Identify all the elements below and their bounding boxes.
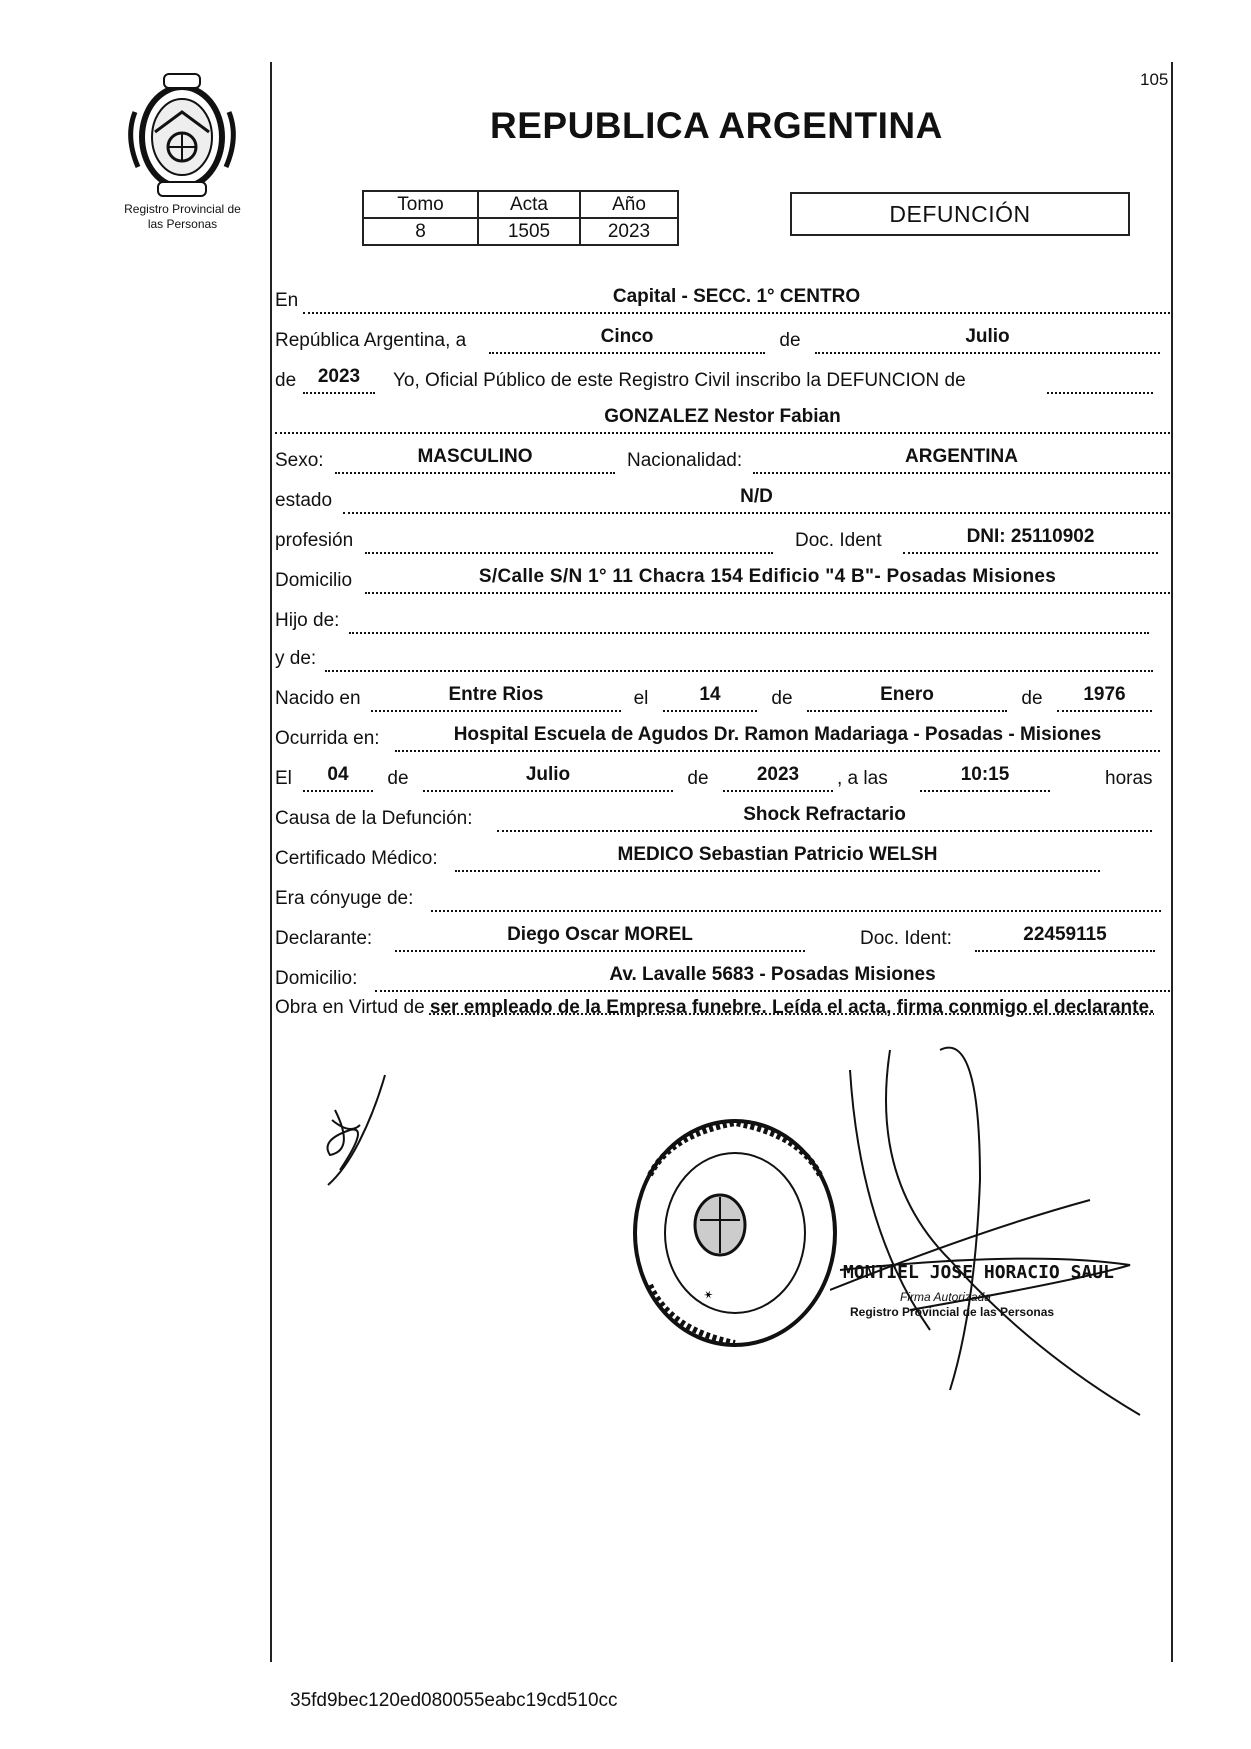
document-title: REPUBLICA ARGENTINA xyxy=(490,105,943,146)
row-estado: estado N/D xyxy=(275,478,1170,518)
def-anio-value: 2023 xyxy=(756,764,800,785)
estado-value: N/D xyxy=(740,486,773,507)
nac-dia-value: 14 xyxy=(699,684,721,705)
acta-header: Acta xyxy=(478,191,580,218)
def-mes-value: Julio xyxy=(525,764,571,785)
row-en: En Capital - SECC. 1° CENTRO xyxy=(275,278,1170,318)
provincia-misiones-emblem xyxy=(120,72,245,202)
anio-inscripcion: 2023 xyxy=(317,366,361,387)
official-seal xyxy=(630,1115,840,1350)
row-fecha: República Argentina, a Cinco de Julio xyxy=(275,318,1170,358)
tomo-value: 8 xyxy=(363,218,478,245)
nac-mes-value: Enero xyxy=(880,684,934,705)
officer-org: Registro Provincial de las Personas xyxy=(850,1305,1055,1319)
officer-role: Firma Autorizada xyxy=(900,1290,991,1304)
row-fecha-defuncion: El 04 de Julio de 2023 , a las 10:15 horas xyxy=(275,756,1170,796)
declarante-signature xyxy=(320,1070,400,1190)
def-dia-value: 04 xyxy=(327,764,349,785)
row-certificado: Certificado Médico: MEDICO Sebastian Patricio WELSH xyxy=(275,836,1170,876)
row-yde: y de: xyxy=(275,636,1170,676)
certificado-value: MEDICO Sebastian Patricio WELSH xyxy=(617,844,938,865)
row-inscribo: de 2023 Yo, Oficial Público de este Registro Civil inscribo la DEFUNCION de xyxy=(275,358,1170,398)
page-number: 105 xyxy=(1140,70,1169,89)
row-sexo: Sexo: MASCULINO Nacionalidad: ARGENTINA xyxy=(275,438,1170,478)
declarante-doc-value: 22459115 xyxy=(1023,924,1107,945)
acta-value: 1505 xyxy=(478,218,580,245)
fallecido-nombre: GONZALEZ Nestor Fabian xyxy=(604,406,841,427)
document-hash: 35fd9bec120ed080055eabc19cd510cc xyxy=(290,1690,618,1711)
left-border-line xyxy=(270,62,272,1662)
declarante-domicilio-value: Av. Lavalle 5683 - Posadas Misiones xyxy=(609,964,936,985)
nac-anio-value: 1976 xyxy=(1083,684,1126,705)
obra-value: ser empleado de la Empresa funebre. Leída el acta, firma conmigo el declarante. xyxy=(429,997,1155,1018)
mes-value: Julio xyxy=(965,326,1010,347)
row-nombre xyxy=(275,398,1170,438)
domicilio-value: S/Calle S/N 1° 11 Chacra 154 Edificio "4 B"- Posadas Misiones xyxy=(478,566,1057,587)
officer-name: MONTIEL JOSE HORACIO SAUL xyxy=(843,1262,1114,1283)
right-border-line xyxy=(1171,62,1173,1662)
row-causa: Causa de la Defunción: Shock Refractario xyxy=(275,796,1170,836)
dni-value: DNI: 25110902 xyxy=(966,526,1095,547)
lugar-value: Capital - SECC. 1° CENTRO xyxy=(612,286,861,307)
hora-value: 10:15 xyxy=(960,764,1010,785)
declarante-value: Diego Oscar MOREL xyxy=(507,924,693,945)
row-profesion: profesión Doc. Ident DNI: 25110902 xyxy=(275,518,1170,558)
row-domicilio: Domicilio S/Calle S/N 1° 11 Chacra 154 Edificio "4 B"- Posadas Misiones xyxy=(275,558,1170,598)
svg-text:✶: ✶ xyxy=(700,1286,716,1304)
row-ocurrida: Ocurrida en: Hospital Escuela de Agudos Dr. Ramon Madariaga - Posadas - Misiones xyxy=(275,716,1170,756)
row-nacido: Nacido en Entre Rios el 14 de Enero de 1976 xyxy=(275,676,1170,716)
obra-paragraph: Obra en Virtud de ser empleado de la Empresa funebre. Leída el acta, firma conmigo el declarante. xyxy=(275,997,1155,1018)
nacido-en-value: Entre Rios xyxy=(448,684,544,705)
row-declarante: Declarante: Diego Oscar MOREL Doc. Ident: 22459115 xyxy=(275,916,1170,956)
row-hijo: Hijo de: xyxy=(275,598,1170,638)
tomo-header: Tomo xyxy=(363,191,478,218)
record-table xyxy=(362,190,679,246)
causa-value: Shock Refractario xyxy=(743,804,906,825)
nacionalidad-value: ARGENTINA xyxy=(905,446,1018,467)
row-domicilio-declarante: Domicilio: Av. Lavalle 5683 - Posadas Misiones xyxy=(275,956,1170,996)
row-conyuge: Era cónyuge de: xyxy=(275,876,1170,916)
anio-value: 2023 xyxy=(580,218,678,245)
officer-signature xyxy=(830,1030,1160,1430)
sexo-value: MASCULINO xyxy=(417,446,533,467)
dia-value: Cinco xyxy=(600,326,654,347)
ocurrida-value: Hospital Escuela de Agudos Dr. Ramon Madariaga - Posadas - Misiones xyxy=(453,724,1102,745)
record-type-box: DEFUNCIÓN xyxy=(790,192,1130,236)
anio-header: Año xyxy=(580,191,678,218)
registro-label: Registro Provincial de las Personas xyxy=(124,202,241,231)
